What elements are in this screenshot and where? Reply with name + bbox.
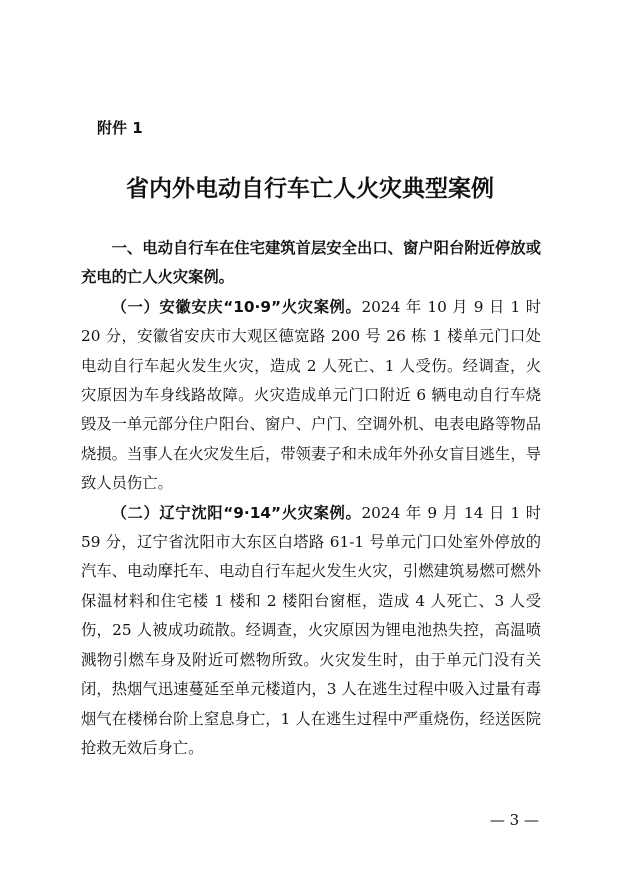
case-text-2: 2024 年 9 月 14 日 1 时 59 分，辽宁省沈阳市大东区白塔路 61-1 号单元门口处室外停放的汽车、电动摩托车、电动自行车起火发生火灾，引燃建筑易燃可燃外保温材料和住宅楼 1 楼和 2 楼阳台窗框，造成 4 人死亡、3 人受伤，25 人被成功疏散。经调查，火灾原因为锂电池热失控，高温喷溅物引燃车身及附近可燃物所致。火灾发生时，由于单元门没有关闭，热烟气迅速蔓延至单元楼道内，3 人在逃生过程中吸入过量有毒烟气在楼梯台阶上窒息身亡，1 人在逃生过程中严重烧伤，经送医院抢救无效后身亡。 [81, 503, 541, 757]
case-paragraph-1 [81, 293, 541, 499]
document-title: 省内外电动自行车亡人火灾典型案例 [126, 176, 494, 202]
page-number: — 3 — [489, 811, 539, 829]
case-paragraph-2 [81, 499, 541, 764]
case-heading-2: （二）辽宁沈阳“9·14”火灾案例。 [111, 503, 362, 522]
case-heading-1: （一）安徽安庆“10·9”火灾案例。 [111, 297, 362, 316]
document-body [81, 234, 541, 763]
attachment-label: 附件 1 [97, 119, 143, 137]
case-text-1: 2024 年 10 月 9 日 1 时 20 分，安徽省安庆市大观区德宽路 200 号 26 栋 1 楼单元门口处电动自行车起火发生火灾，造成 2 人死亡、1 人受伤。经调查，火灾原因为车身线路故障。火灾造成单元门口附近 6 辆电动自行车烧毁及一单元部分住户阳台、窗户、户门、空调外机、电表电路等物品烧损。当事人在火灾发生后，带领妻子和未成年外孙女盲目逃生，导致人员伤亡。 [81, 297, 541, 493]
section-heading: 一、电动自行车在住宅建筑首层安全出口、窗户阳台附近停放或充电的亡人火灾案例。 [81, 239, 541, 287]
